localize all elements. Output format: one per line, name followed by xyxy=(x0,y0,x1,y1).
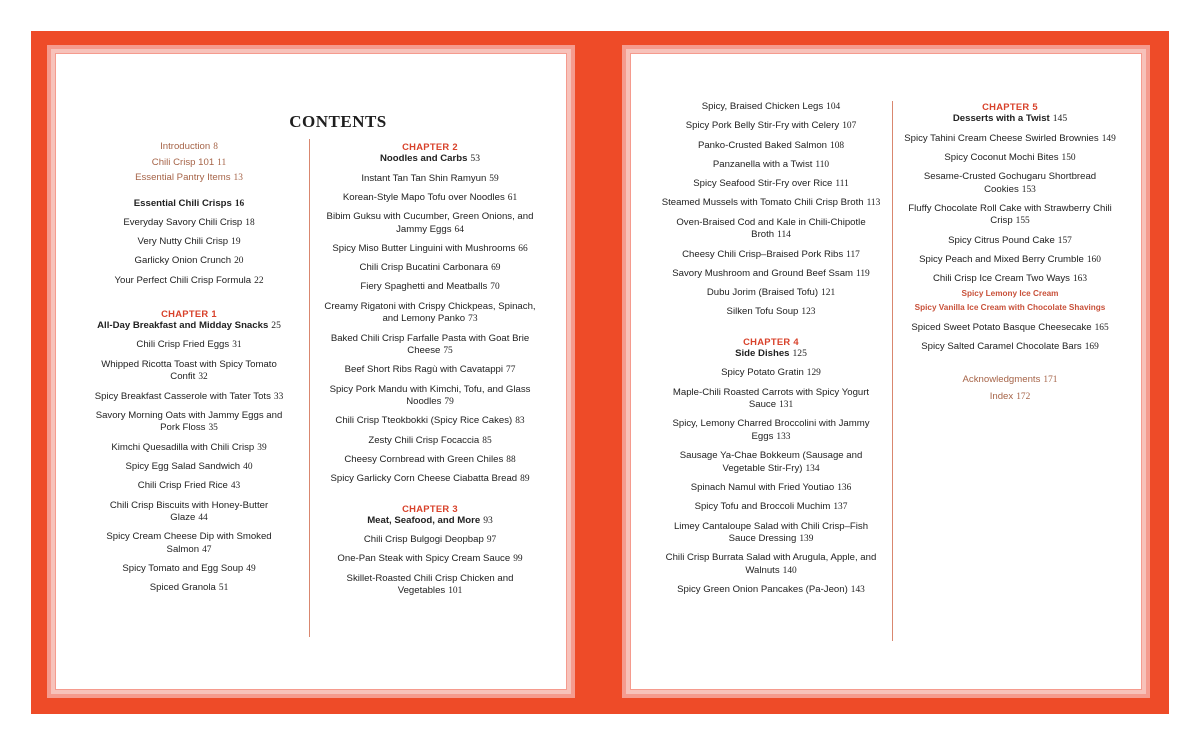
entry-page: 49 xyxy=(246,564,256,575)
entry-title: Panzanella with a Twist xyxy=(712,158,813,170)
toc-entry[interactable] xyxy=(660,217,882,242)
chapter5-variants xyxy=(900,288,1120,313)
toc-entry[interactable] xyxy=(91,531,287,556)
toc-entry[interactable] xyxy=(319,454,541,467)
toc-entry[interactable] xyxy=(660,287,882,300)
entry-page: 47 xyxy=(202,544,212,555)
entry-title: Spicy Citrus Pound Cake xyxy=(948,234,1055,246)
entry-title: Acknowledgments xyxy=(962,374,1041,386)
toc-entry[interactable] xyxy=(660,140,882,153)
entry-page: 40 xyxy=(243,461,253,472)
chapter-title[interactable]: Side Dishes 125 xyxy=(735,347,807,359)
toc-entry[interactable] xyxy=(319,281,541,294)
toc-entry[interactable] xyxy=(900,391,1120,404)
entry-title: Spicy Pork Mandu with Kimchi, Tofu, and Glass Noodles xyxy=(329,383,531,408)
entry-title: Chili Crisp Bulgogi Deopbap xyxy=(363,534,484,546)
entry-title: Whipped Ricotta Toast with Spicy Tomato Confit xyxy=(101,358,277,383)
entry-page: 101 xyxy=(448,586,463,597)
entry-title: Chili Crisp Biscuits with Honey-Butter Glaze xyxy=(109,499,269,524)
chapter5-list-more xyxy=(900,322,1120,354)
toc-entry[interactable] xyxy=(91,255,287,268)
entry-title: Panko-Crusted Baked Salmon xyxy=(697,139,827,151)
toc-entry[interactable] xyxy=(91,172,287,185)
toc-entry[interactable] xyxy=(91,157,287,170)
entry-title: Spicy Miso Butter Linguini with Mushrooms xyxy=(332,242,516,254)
entry-page: 79 xyxy=(444,397,454,408)
entry-page: 77 xyxy=(506,365,516,376)
entry-title: Korean-Style Mapo Tofu over Noodles xyxy=(342,191,505,203)
entry-page: 143 xyxy=(850,585,865,596)
entry-page: 61 xyxy=(507,192,518,203)
chapter-label: CHAPTER 2 xyxy=(402,141,458,152)
entry-page: 119 xyxy=(856,268,870,279)
entry-page: 160 xyxy=(1086,254,1101,265)
toc-entry[interactable] xyxy=(660,501,882,514)
toc-subentry[interactable]: Spicy Vanilla Ice Cream with Chocolate Shavings xyxy=(914,302,1106,312)
entry-page: 8 xyxy=(213,142,218,152)
entry-title: Spicy Cream Cheese Dip with Smoked Salmon xyxy=(106,531,272,555)
chapter2-list xyxy=(319,173,541,486)
toc-entry[interactable] xyxy=(319,243,541,256)
essentials-list xyxy=(91,217,287,287)
entry-page: 137 xyxy=(833,502,848,513)
entry-page: 172 xyxy=(1016,391,1031,402)
toc-entry[interactable] xyxy=(660,101,882,114)
entry-page: 153 xyxy=(1021,184,1036,195)
toc-entry[interactable] xyxy=(91,410,287,435)
entry-title: Index xyxy=(989,390,1014,402)
toc-entry[interactable] xyxy=(91,500,287,525)
chapter-title[interactable]: All-Day Breakfast and Midday Snacks 25 xyxy=(97,319,281,331)
left-page xyxy=(47,45,575,698)
entry-title: Fiery Spaghetti and Meatballs xyxy=(360,281,488,293)
entry-page: 70 xyxy=(490,282,500,293)
entry-title: Garlicky Onion Crunch xyxy=(134,255,232,267)
right-left-column xyxy=(660,101,882,603)
entry-page: 169 xyxy=(1084,342,1099,353)
toc-subentry[interactable]: Spicy Lemony Ice Cream xyxy=(961,288,1059,298)
front-matter xyxy=(91,141,287,185)
entry-page: 73 xyxy=(468,314,478,325)
entry-title: Spicy Salted Caramel Chocolate Bars xyxy=(921,341,1082,353)
entry-title: Very Nutty Chili Crisp xyxy=(137,236,229,248)
toc-entry[interactable] xyxy=(319,333,541,358)
chapter-label: CHAPTER 3 xyxy=(402,502,458,514)
entry-title: Spicy Peach and Mixed Berry Crumble xyxy=(919,253,1084,265)
entry-page: 66 xyxy=(518,243,528,254)
chapter-label: CHAPTER 5 xyxy=(982,101,1038,112)
toc-entry[interactable] xyxy=(91,461,287,474)
entry-title: Silken Tofu Soup xyxy=(726,306,799,318)
toc-entry[interactable] xyxy=(660,521,882,546)
entry-page: 75 xyxy=(443,346,453,357)
entry-title: Spiced Sweet Potato Basque Cheesecake xyxy=(911,321,1092,333)
chapter3-list xyxy=(319,534,541,598)
toc-entry[interactable] xyxy=(319,262,541,275)
entry-page: 69 xyxy=(491,263,501,274)
entry-page: 88 xyxy=(506,455,516,466)
toc-entry[interactable] xyxy=(660,159,882,172)
entry-title: Sesame-Crusted Gochugaru Shortbread Cookies xyxy=(923,171,1097,195)
entry-page: 113 xyxy=(866,198,881,209)
entry-title: Introduction xyxy=(160,141,211,152)
entry-title: Spicy Seafood Stir-Fry over Rice xyxy=(693,178,833,190)
toc-entry[interactable] xyxy=(900,322,1120,335)
toc-entry[interactable] xyxy=(319,301,541,326)
toc-entry[interactable] xyxy=(319,364,541,377)
book-spread xyxy=(31,31,1169,714)
toc-entry[interactable] xyxy=(91,141,287,154)
toc-entry[interactable] xyxy=(319,173,541,186)
entry-title: Sausage Ya-Chae Bokkeum (Sausage and Vegetable Stir-Fry) xyxy=(679,450,863,474)
entry-title: Chili Crisp Burrata Salad with Arugula, Apple, and Walnuts xyxy=(665,552,877,576)
toc-entry[interactable] xyxy=(900,152,1120,165)
entry-page: 97 xyxy=(486,535,497,546)
entry-title: Limey Cantaloupe Salad with Chili Crisp–Fish Sauce Dressing xyxy=(673,520,869,545)
entry-title: Baked Chili Crisp Farfalle Pasta with Goat Brie Cheese xyxy=(330,332,530,357)
entry-page: 51 xyxy=(218,583,229,594)
entry-title: Spicy Garlicky Corn Cheese Ciabatta Bread xyxy=(330,473,518,485)
toc-entry[interactable] xyxy=(91,339,287,352)
toc-entry[interactable] xyxy=(900,133,1120,146)
entry-title: Spicy Tomato and Egg Soup xyxy=(122,563,244,575)
toc-entry[interactable] xyxy=(91,359,287,384)
toc-entry[interactable] xyxy=(660,387,882,412)
entry-page: 18 xyxy=(245,217,255,228)
entry-page: 121 xyxy=(821,288,836,299)
toc-entry[interactable] xyxy=(91,480,287,493)
toc-entry[interactable] xyxy=(319,573,541,598)
entry-page: 110 xyxy=(815,159,830,170)
entry-title: Instant Tan Tan Shin Ramyun xyxy=(361,172,487,184)
entry-title: Fluffy Chocolate Roll Cake with Strawberry Chili Crisp xyxy=(908,202,1112,227)
toc-entry[interactable] xyxy=(900,235,1120,248)
contents-title: CONTENTS xyxy=(289,112,387,131)
left-page-paper xyxy=(55,53,567,690)
entry-page: 165 xyxy=(1094,322,1109,333)
entry-page: 85 xyxy=(482,435,492,446)
entry-page: 13 xyxy=(233,173,243,183)
toc-entry[interactable] xyxy=(91,563,287,576)
entry-page: 163 xyxy=(1072,274,1088,285)
toc-entry[interactable] xyxy=(660,450,882,475)
entry-page: 11 xyxy=(217,157,227,168)
entry-title: Steamed Mussels with Tomato Chili Crisp Broth xyxy=(661,197,864,209)
right-right-column xyxy=(900,101,1120,407)
toc-entry[interactable] xyxy=(660,418,882,443)
chapter-title[interactable]: Desserts with a Twist 145 xyxy=(952,113,1068,124)
entry-page: 22 xyxy=(254,275,264,286)
toc-entry[interactable] xyxy=(900,374,1120,387)
toc-entry[interactable] xyxy=(660,367,882,380)
entry-page: 31 xyxy=(232,340,242,351)
entry-title: Spicy Tahini Cream Cheese Swirled Brownies xyxy=(904,132,1099,144)
entry-page: 171 xyxy=(1043,375,1058,386)
entry-title: Spiced Granola xyxy=(149,582,216,594)
chapter-label: CHAPTER 4 xyxy=(743,335,799,347)
entry-title: Spicy, Lemony Charred Broccolini with Jammy Eggs xyxy=(672,418,870,442)
left-column xyxy=(91,141,287,602)
entry-title: One-Pan Steak with Spicy Cream Sauce xyxy=(337,553,511,565)
entry-title: Chili Crisp Fried Rice xyxy=(137,480,228,492)
chapter-title[interactable]: Meat, Seafood, and More 93 xyxy=(367,514,493,526)
toc-entry[interactable] xyxy=(900,273,1120,286)
entry-title: Essential Pantry Items xyxy=(135,172,231,183)
toc-entry[interactable] xyxy=(900,341,1120,354)
toc-entry[interactable] xyxy=(900,171,1120,196)
entry-page: 83 xyxy=(515,416,525,427)
entry-page: 136 xyxy=(837,482,852,493)
toc-entry[interactable] xyxy=(660,306,882,319)
entry-title: Your Perfect Chili Crisp Formula xyxy=(114,274,252,286)
toc-entry[interactable] xyxy=(319,384,541,409)
toc-entry[interactable] xyxy=(660,584,882,597)
entry-title: Cheesy Chili Crisp–Braised Pork Ribs xyxy=(682,248,844,260)
entry-page: 108 xyxy=(830,140,845,151)
middle-column xyxy=(319,141,541,605)
toc-entry[interactable] xyxy=(660,552,882,577)
entry-page: 32 xyxy=(198,372,208,383)
entry-title: Spinach Namul with Fried Youtiao xyxy=(690,481,835,493)
entry-page: 134 xyxy=(805,463,820,474)
toc-entry[interactable] xyxy=(319,534,541,547)
entry-title: Beef Short Ribs Ragù with Cavatappi xyxy=(344,364,503,376)
entry-title: Everyday Savory Chili Crisp xyxy=(123,216,243,228)
toc-entry[interactable] xyxy=(91,217,287,230)
toc-entry[interactable] xyxy=(660,268,882,281)
toc-entry[interactable] xyxy=(660,482,882,495)
toc-entry[interactable] xyxy=(660,249,882,262)
entry-page: 104 xyxy=(826,102,841,112)
entry-title: Spicy, Braised Chicken Legs xyxy=(701,101,824,112)
entry-title: Spicy Green Onion Pancakes (Pa-Jeon) xyxy=(677,584,848,596)
toc-entry[interactable] xyxy=(900,203,1120,228)
entry-page: 133 xyxy=(776,431,791,442)
entry-page: 114 xyxy=(777,230,791,241)
entry-title: Spicy Coconut Mochi Bites xyxy=(944,151,1059,163)
toc-entry[interactable] xyxy=(660,178,882,191)
toc-entry[interactable] xyxy=(91,391,287,404)
entry-title: Maple-Chili Roasted Carrots with Spicy Yogurt Sauce xyxy=(672,386,870,411)
entry-title: Chili Crisp Ice Cream Two Ways xyxy=(932,273,1070,285)
entry-page: 129 xyxy=(806,368,821,379)
right-page xyxy=(622,45,1150,698)
chapter-label: CHAPTER 1 xyxy=(161,307,217,319)
toc-entry[interactable] xyxy=(660,197,882,210)
entry-page: 89 xyxy=(520,474,530,485)
entry-title: Savory Mushroom and Ground Beef Ssam xyxy=(672,267,854,279)
column-divider xyxy=(309,139,310,637)
entry-title: Chili Crisp Fried Eggs xyxy=(136,339,230,351)
entry-title: Spicy Tofu and Broccoli Muchim xyxy=(694,501,831,513)
entry-page: 131 xyxy=(779,400,794,411)
toc-entry[interactable] xyxy=(319,553,541,566)
entry-page: 150 xyxy=(1061,152,1076,163)
toc-entry[interactable] xyxy=(319,415,541,428)
toc-entry[interactable] xyxy=(900,254,1120,267)
right-page-paper xyxy=(630,53,1142,690)
entry-title: Zesty Chili Crisp Focaccia xyxy=(368,434,480,446)
entry-title: Chili Crisp Tteokbokki (Spicy Rice Cakes) xyxy=(335,415,513,427)
entry-page: 43 xyxy=(230,481,241,492)
entry-title: Dubu Jorim (Braised Tofu) xyxy=(706,287,819,299)
entry-title: Spicy Pork Belly Stir-Fry with Celery xyxy=(685,120,840,132)
entry-page: 64 xyxy=(454,224,464,235)
entry-title: Cheesy Cornbread with Green Chiles xyxy=(344,454,504,466)
entry-title: Spicy Breakfast Casserole with Tater Tots xyxy=(94,390,271,402)
entry-title: Spicy Potato Gratin xyxy=(721,367,804,379)
entry-title: Spicy Egg Salad Sandwich xyxy=(125,460,241,472)
entry-page: 139 xyxy=(799,534,814,545)
entry-title: Chili Crisp Bucatini Carbonara xyxy=(359,262,489,274)
toc-entry[interactable]: Essential Chili Crisps 16 xyxy=(133,197,245,209)
entry-page: 44 xyxy=(198,513,208,524)
entry-page: 99 xyxy=(513,554,523,565)
entry-title: Skillet-Roasted Chili Crisp Chicken and Vegetables xyxy=(346,572,514,597)
entry-title: Oven-Braised Cod and Kale in Chili-Chipotle Broth xyxy=(676,216,866,241)
entry-page: 155 xyxy=(1015,216,1030,227)
toc-entry[interactable] xyxy=(91,236,287,249)
chapter1-list xyxy=(91,339,287,594)
entry-page: 33 xyxy=(273,391,284,402)
chapter4-list xyxy=(660,367,882,596)
toc-entry[interactable] xyxy=(91,275,287,288)
entry-page: 111 xyxy=(835,179,849,190)
entry-page: 117 xyxy=(846,249,860,260)
entry-title: Creamy Rigatoni with Crispy Chickpeas, Spinach, and Lemony Panko xyxy=(324,300,536,325)
entry-page: 20 xyxy=(234,256,244,267)
toc-entry[interactable] xyxy=(660,120,882,133)
entry-title: Savory Morning Oats with Jammy Eggs and Pork Floss xyxy=(95,409,283,434)
entry-page: 123 xyxy=(801,307,816,318)
entry-page: 149 xyxy=(1101,133,1116,144)
entry-page: 35 xyxy=(208,423,218,434)
toc-entry[interactable] xyxy=(91,442,287,455)
entry-page: 19 xyxy=(231,237,241,248)
toc-entry[interactable] xyxy=(319,435,541,448)
toc-entry[interactable] xyxy=(319,211,541,236)
entry-page: 59 xyxy=(489,173,499,184)
toc-entry[interactable] xyxy=(319,192,541,205)
entry-page: 140 xyxy=(782,565,797,576)
entry-title: Kimchi Quesadilla with Chili Crisp xyxy=(111,441,255,453)
entry-title: Bibim Guksu with Cucumber, Green Onions, and Jammy Eggs xyxy=(326,211,534,235)
column-divider xyxy=(892,101,893,641)
toc-entry[interactable] xyxy=(319,473,541,486)
entry-title: Chili Crisp 101 xyxy=(151,156,215,168)
entry-page: 107 xyxy=(842,121,857,132)
entry-page: 39 xyxy=(257,442,267,453)
entry-page: 157 xyxy=(1057,235,1072,246)
chapter3-continued-list xyxy=(660,101,882,319)
chapter5-list xyxy=(900,133,1120,286)
chapter-title[interactable]: Noodles and Carbs 53 xyxy=(379,153,481,164)
toc-entry[interactable] xyxy=(91,582,287,595)
back-matter xyxy=(900,374,1120,403)
